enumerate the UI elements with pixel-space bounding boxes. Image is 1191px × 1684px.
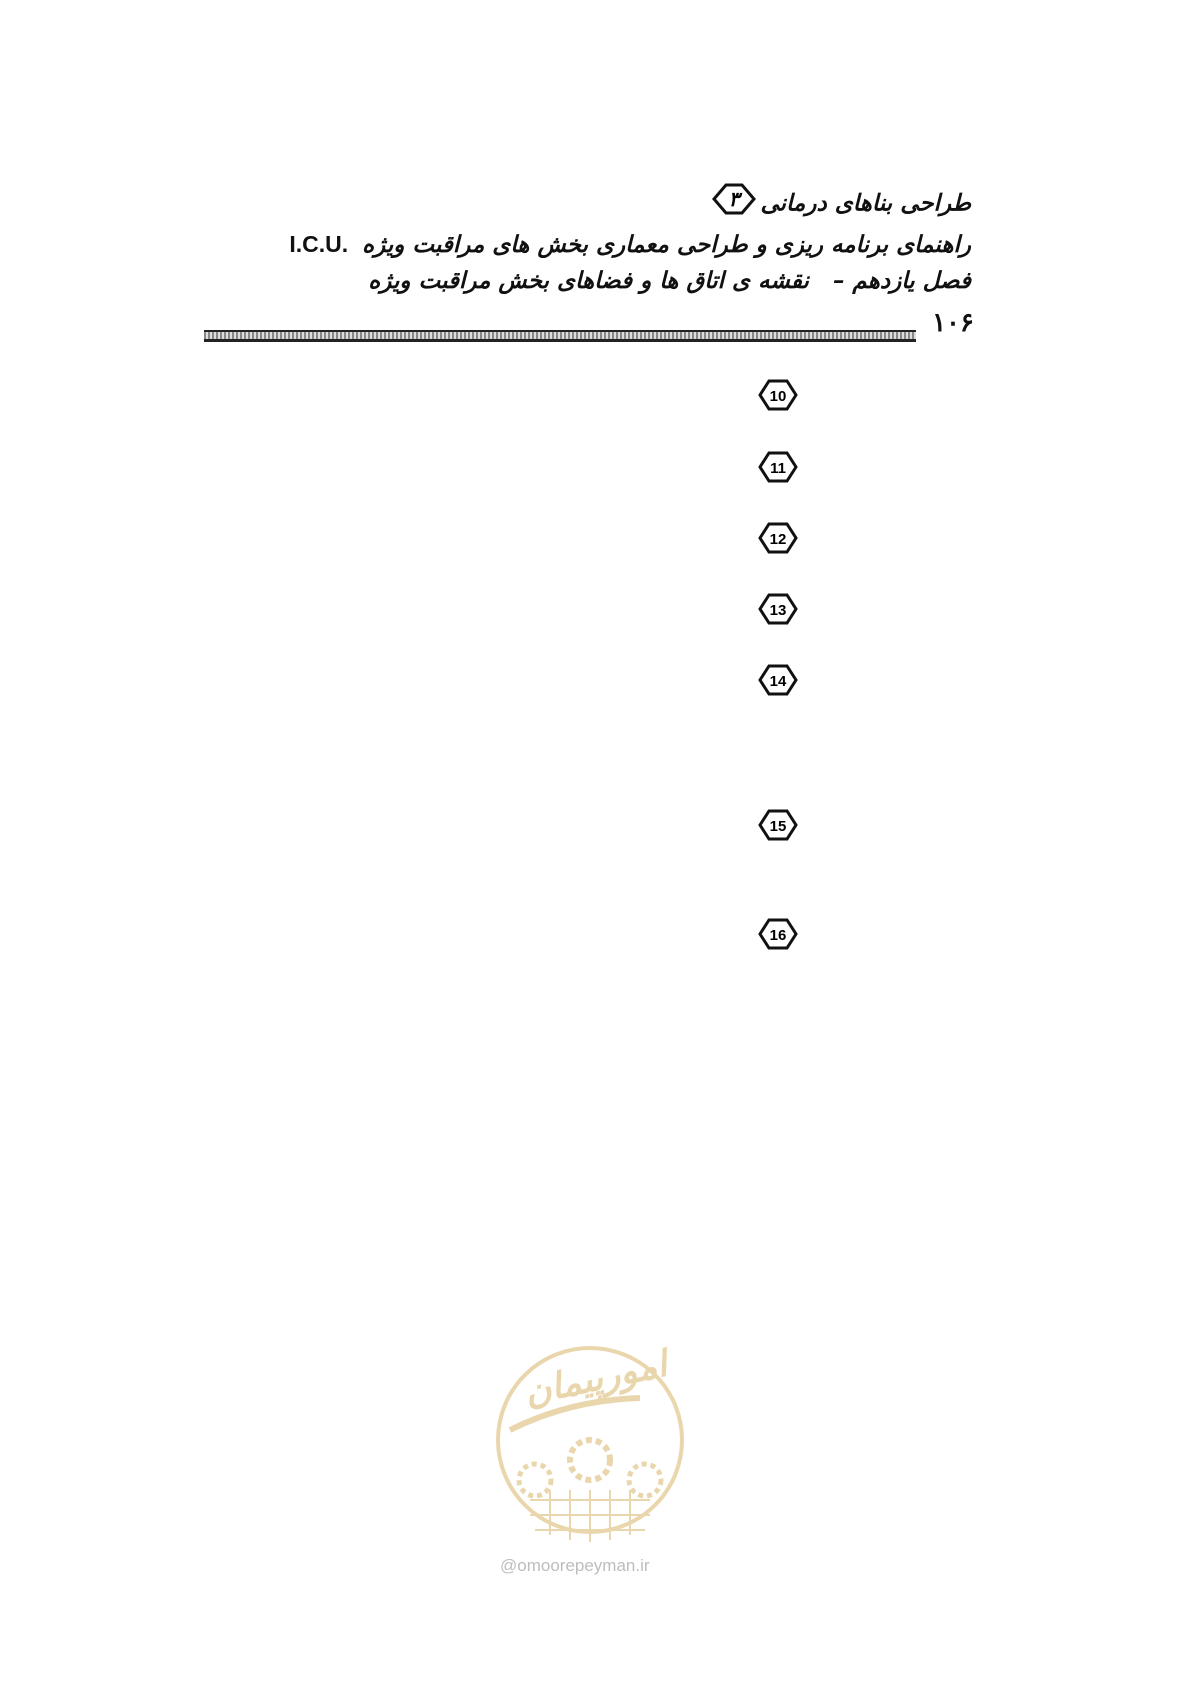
item-number: 11 [770, 460, 786, 477]
item-number-badge [758, 592, 798, 626]
guide-title: راهنمای برنامه ریزی و طراحی معماری بخش های مراقبت ویژه [362, 231, 971, 258]
watermark-site: @omoorepeyman.ir [500, 1556, 650, 1575]
page-number: ۱۰۶ [932, 308, 974, 338]
volume-number: ۳ [729, 187, 740, 211]
chapter-label: فصل یازدهم – [832, 267, 971, 294]
item-number-badge [758, 378, 798, 412]
book-title: طراحی بناهای درمانی [760, 189, 971, 217]
watermark-logo [490, 1320, 690, 1560]
item-number: 16 [769, 927, 787, 944]
item-number: 12 [769, 531, 787, 548]
item-number: 14 [769, 673, 787, 690]
item-number-badge [758, 521, 798, 555]
item-number: 10 [769, 388, 787, 405]
item-number-badge [758, 450, 798, 484]
item-number: 15 [769, 818, 787, 835]
item-number-badge [758, 663, 798, 697]
watermark-logo-text: امورپیمان [520, 1342, 671, 1414]
item-number: 13 [769, 602, 787, 619]
chapter-title: نقشه ی اتاق ها و فضاهای بخش مراقبت ویژه [368, 267, 809, 294]
item-number-badge [758, 917, 798, 951]
item-number-badge [758, 808, 798, 842]
guide-abbrev: I.C.U. [289, 231, 349, 257]
